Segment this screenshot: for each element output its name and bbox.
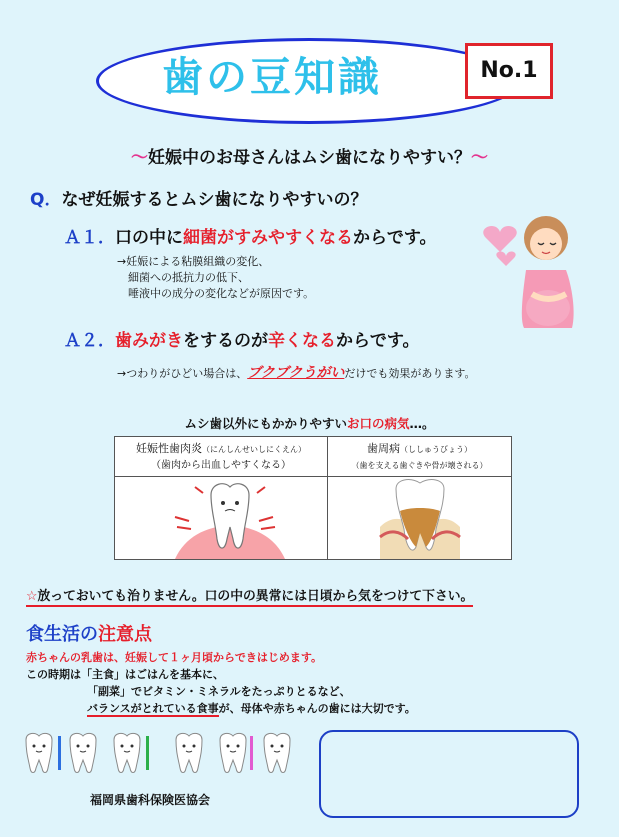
answer-1-before: 口の中に <box>115 228 183 248</box>
question-label: Q． <box>30 190 62 210</box>
answer-2-emphasis-2: 辛くなる <box>268 331 336 351</box>
other-diseases-heading-before: ムシ歯以外にもかかりやすい <box>184 416 347 431</box>
periodontitis-name: 歯周病 <box>367 442 400 455</box>
answer-2-label: Ａ２． <box>64 331 115 351</box>
answer-1-label: Ａ１． <box>64 228 115 248</box>
answer-2-note <box>117 362 476 382</box>
diet-line-after: が、母体や赤ちゃんの歯には大切です。 <box>218 702 416 715</box>
warning-line <box>26 585 473 607</box>
periodontitis-reading: （ししゅうびょう） <box>400 445 472 454</box>
issue-number-badge: No.1 <box>465 43 553 99</box>
answer-2-middle: をするのが <box>183 331 268 351</box>
footer-organization: 福岡県歯科保険医協会 <box>90 793 211 807</box>
answer-1-emphasis: 細菌がすみやすくなる <box>183 228 353 248</box>
answer-1 <box>64 223 436 248</box>
answer-2-note-emphasis: ブクブクうがい <box>247 365 345 381</box>
answer-2-emphasis-1: 歯みがき <box>115 331 183 351</box>
answer-2-note-before: →つわりがひどい場合は、 <box>117 367 248 380</box>
answer-2-note-after: だけでも効果があります。 <box>344 367 476 380</box>
diet-body <box>26 649 416 717</box>
pregnant-mother-illustration <box>468 208 588 338</box>
periodontal-tooth-illustration <box>370 477 470 559</box>
other-diseases-heading <box>0 414 619 432</box>
subtitle-tilde-close: ～ <box>471 148 488 168</box>
answer-1-after: からです。 <box>353 228 437 248</box>
gingivitis-name: 妊娠性歯肉炎 <box>136 442 202 455</box>
question <box>30 185 367 210</box>
gingivitis-desc: （歯肉から出血しやすくなる） <box>151 460 291 471</box>
diet-line: 「副菜」でビタミン・ミネラルをたっぷりとるなど、 <box>87 685 351 698</box>
table-divider <box>327 437 328 559</box>
answer-2-after: からです。 <box>336 331 420 351</box>
gingivitis-reading: （にんしんせいしにくえん） <box>202 445 306 454</box>
diet-line-underlined: バランスがとれている食事 <box>87 702 219 715</box>
diet-heading <box>26 620 152 646</box>
subtitle <box>0 143 619 168</box>
memo-box <box>319 730 579 818</box>
other-diseases-heading-red: お口の病気 <box>346 416 410 431</box>
page-title: 歯の豆知識 <box>162 53 382 101</box>
answer-1-note-line: 唾液中の成分の変化などが原因です。 <box>128 287 315 300</box>
inflamed-gum-tooth-illustration <box>155 477 305 559</box>
answer-1-note-line: →妊娠による粘膜組織の変化、 <box>117 255 270 268</box>
subtitle-tilde-open: ～ <box>131 148 148 168</box>
answer-2 <box>64 326 419 351</box>
diet-line: 赤ちゃんの乳歯は、妊娠して１ヶ月頃からできはじめます。 <box>26 651 323 664</box>
periodontitis-header <box>328 437 511 477</box>
disease-table <box>114 436 512 560</box>
diet-heading-red: 注意点 <box>98 624 152 645</box>
answer-1-note-line: 細菌への抵抗力の低下、 <box>128 271 249 284</box>
star-icon: ☆ <box>26 589 38 604</box>
tooth-mascot-row-illustration <box>22 732 297 774</box>
diet-heading-before: 食生活の <box>26 624 98 645</box>
periodontitis-desc: （歯を支える歯ぐきや骨が壊される） <box>351 461 488 470</box>
subtitle-text: 妊娠中のお母さんはムシ歯になりやすい？ <box>148 148 471 168</box>
warning-text: 放っておいても治りません。口の中の異常には日頃から気をつけて下さい。 <box>37 589 474 604</box>
other-diseases-heading-after: …。 <box>409 416 435 431</box>
gingivitis-header <box>115 437 327 477</box>
answer-1-notes <box>117 254 314 302</box>
question-text: なぜ妊娠するとムシ歯になりやすいの？ <box>61 190 368 210</box>
diet-line: この時期は「主食」はごはんを基本に、 <box>26 668 224 681</box>
